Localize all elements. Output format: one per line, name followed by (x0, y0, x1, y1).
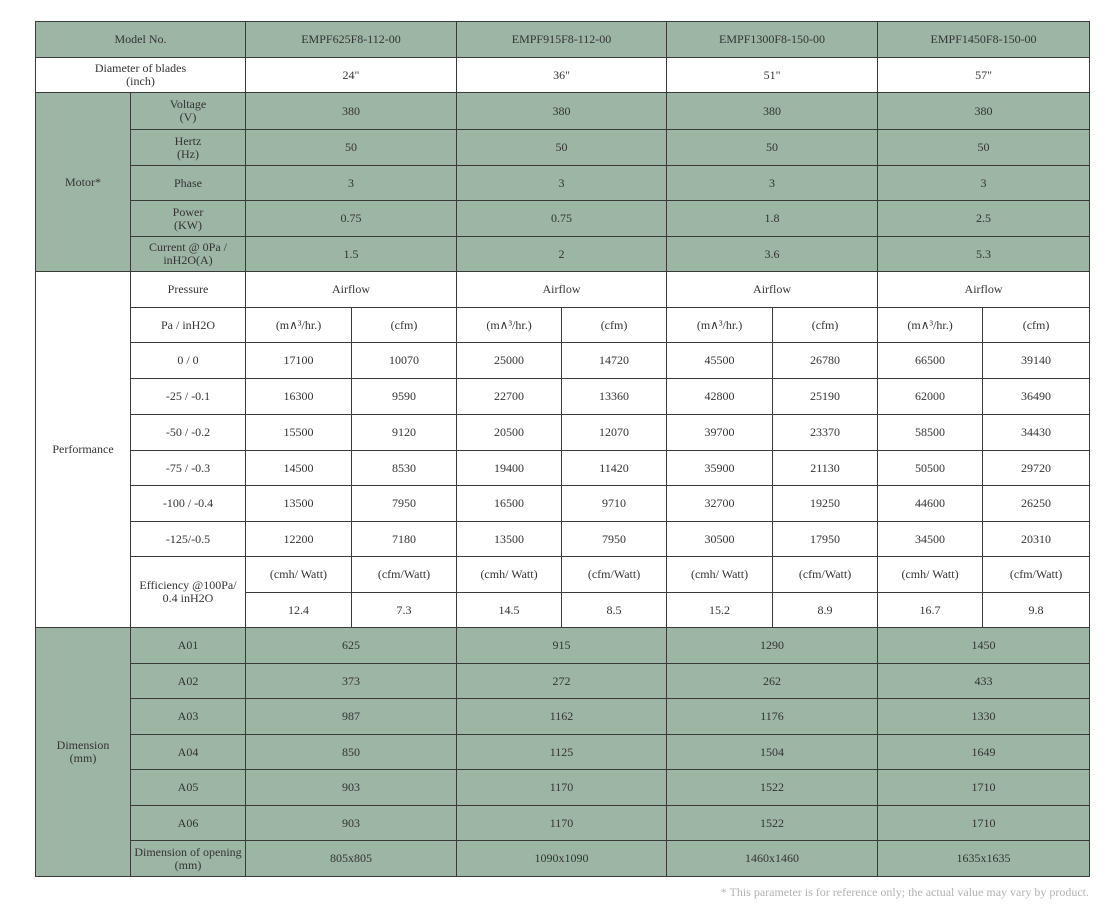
table-row (36, 841, 1090, 877)
airflow-value: 32700 (667, 486, 773, 522)
motor-value: 2.5 (878, 201, 1090, 237)
cell-line: inH2O(A) (163, 253, 213, 267)
motor-value: 50 (878, 130, 1090, 166)
table-row (36, 699, 1090, 735)
dimension-value: 625 (246, 628, 457, 664)
table-row (36, 130, 1090, 166)
airflow-value: 19400 (457, 451, 562, 486)
efficiency-unit-metric: (cmh/ Watt) (667, 557, 773, 593)
airflow-value: 20310 (983, 522, 1090, 557)
pressure-value: -100 / -0.4 (131, 486, 246, 522)
dimension-section-label (36, 628, 131, 877)
dimension-value: 433 (878, 664, 1090, 699)
table-row (36, 664, 1090, 699)
efficiency-value: 8.5 (562, 593, 667, 628)
motor-param-label (131, 201, 246, 237)
pressure-value: -25 / -0.1 (131, 379, 246, 415)
diameter-value: 51" (667, 58, 878, 93)
efficiency-unit-imperial: (cfm/Watt) (562, 557, 667, 593)
unit-imperial: (cfm) (562, 308, 667, 343)
pressure-value: 0 / 0 (131, 343, 246, 379)
airflow-value: 25190 (773, 379, 878, 415)
airflow-value: 42800 (667, 379, 773, 415)
pressure-value: -50 / -0.2 (131, 415, 246, 451)
cell-line: Hertz (174, 133, 202, 148)
airflow-value: 50500 (878, 451, 983, 486)
table-row (36, 22, 1090, 58)
model-name: EMPF1450F8-150-00 (878, 22, 1090, 58)
efficiency-unit-imperial: (cfm/Watt) (773, 557, 878, 593)
efficiency-unit-imperial: (cfm/Watt) (983, 557, 1090, 593)
airflow-label: Airflow (457, 272, 667, 308)
motor-param-label (131, 237, 246, 272)
airflow-value: 7950 (352, 486, 457, 522)
dimension-value: 1162 (457, 699, 667, 735)
dimension-value: 1710 (878, 770, 1090, 806)
table-row (36, 770, 1090, 806)
motor-section-label: Motor* (36, 93, 131, 272)
table-row (36, 735, 1090, 770)
efficiency-value: 7.3 (352, 593, 457, 628)
table-row (36, 628, 1090, 664)
motor-value: 50 (667, 130, 878, 166)
airflow-label: Airflow (246, 272, 457, 308)
dimension-value: 1125 (457, 735, 667, 770)
unit-imperial: (cfm) (773, 308, 878, 343)
airflow-value: 9120 (352, 415, 457, 451)
motor-value: 0.75 (246, 201, 457, 237)
table-row (36, 272, 1090, 308)
airflow-label: Airflow (878, 272, 1090, 308)
pressure-label: Pressure (131, 272, 246, 308)
diameter-value: 57" (878, 58, 1090, 93)
airflow-value: 13500 (246, 486, 352, 522)
table-row (36, 522, 1090, 557)
unit-metric: (m∧³/hr.) (667, 308, 773, 343)
dimension-value: 1710 (878, 806, 1090, 841)
table-row (36, 201, 1090, 237)
table-row (36, 308, 1090, 343)
model-name: EMPF915F8-112-00 (457, 22, 667, 58)
airflow-value: 39700 (667, 415, 773, 451)
efficiency-value: 8.9 (773, 593, 878, 628)
airflow-value: 9590 (352, 379, 457, 415)
airflow-value: 26780 (773, 343, 878, 379)
unit-metric: (m∧³/hr.) (457, 308, 562, 343)
motor-value: 3 (878, 166, 1090, 201)
efficiency-unit-metric: (cmh/ Watt) (878, 557, 983, 593)
airflow-value: 13500 (457, 522, 562, 557)
dimension-value: 903 (246, 770, 457, 806)
diameter-value: 24" (246, 58, 457, 93)
cell-line: Power (172, 204, 204, 219)
airflow-value: 45500 (667, 343, 773, 379)
airflow-value: 9710 (562, 486, 667, 522)
dimension-param-label: A05 (131, 770, 246, 806)
dimension-value: 1170 (457, 806, 667, 841)
table-row (36, 93, 1090, 130)
airflow-value: 25000 (457, 343, 562, 379)
airflow-value: 8530 (352, 451, 457, 486)
pressure-value: -125/-0.5 (131, 522, 246, 557)
airflow-value: 39140 (983, 343, 1090, 379)
airflow-value: 16500 (457, 486, 562, 522)
dimension-param-label (131, 841, 246, 877)
airflow-value: 62000 (878, 379, 983, 415)
dimension-value: 1450 (878, 628, 1090, 664)
motor-value: 3 (457, 166, 667, 201)
airflow-value: 29720 (983, 451, 1090, 486)
dimension-value: 1460x1460 (667, 841, 878, 877)
motor-value: 3 (246, 166, 457, 201)
airflow-value: 14500 (246, 451, 352, 486)
airflow-value: 23370 (773, 415, 878, 451)
airflow-value: 12200 (246, 522, 352, 557)
dimension-value: 1522 (667, 770, 878, 806)
motor-value: 50 (246, 130, 457, 166)
motor-param-label: Phase (131, 166, 246, 201)
cell-line: Efficiency @100Pa/ (139, 578, 237, 592)
airflow-value: 12070 (562, 415, 667, 451)
airflow-value: 35900 (667, 451, 773, 486)
cell-line: Dimension (56, 738, 110, 752)
dimension-value: 805x805 (246, 841, 457, 877)
table-row (36, 237, 1090, 272)
performance-section-label: Performance (36, 272, 131, 628)
airflow-value: 14720 (562, 343, 667, 379)
airflow-value: 19250 (773, 486, 878, 522)
dimension-param-label: A03 (131, 699, 246, 735)
cell-line: Current @ 0Pa / (148, 240, 228, 254)
dimension-value: 1649 (878, 735, 1090, 770)
efficiency-value: 12.4 (246, 593, 352, 628)
cell-line: 0.4 inH2O (162, 591, 214, 605)
pressure-unit-label: Pa / inH2O (131, 308, 246, 343)
motor-value: 1.8 (667, 201, 878, 237)
cell-line: (V) (179, 110, 197, 124)
airflow-value: 11420 (562, 451, 667, 486)
dimension-param-label: A06 (131, 806, 246, 841)
airflow-value: 10070 (352, 343, 457, 379)
motor-value: 1.5 (246, 237, 457, 272)
cell-line: (mm) (174, 857, 202, 872)
pressure-value: -75 / -0.3 (131, 451, 246, 486)
motor-value: 3 (667, 166, 878, 201)
table-row (36, 166, 1090, 201)
dimension-value: 903 (246, 806, 457, 841)
airflow-value: 36490 (983, 379, 1090, 415)
airflow-value: 34430 (983, 415, 1090, 451)
cell-line: (Hz) (177, 146, 199, 161)
footnote: * This parameter is for reference only; the actual value may vary by product. (720, 885, 1089, 899)
dimension-param-label: A01 (131, 628, 246, 664)
dimension-param-label: A02 (131, 664, 246, 699)
airflow-value: 26250 (983, 486, 1090, 522)
model-name: EMPF625F8-112-00 (246, 22, 457, 58)
spec-table (35, 21, 1090, 877)
efficiency-unit-imperial: (cfm/Watt) (352, 557, 457, 593)
efficiency-value: 15.2 (667, 593, 773, 628)
motor-value: 380 (246, 93, 457, 130)
airflow-value: 17950 (773, 522, 878, 557)
airflow-value: 30500 (667, 522, 773, 557)
efficiency-unit-metric: (cmh/ Watt) (457, 557, 562, 593)
motor-value: 380 (457, 93, 667, 130)
airflow-value: 20500 (457, 415, 562, 451)
efficiency-value: 14.5 (457, 593, 562, 628)
diameter-label (36, 58, 246, 93)
dimension-value: 1522 (667, 806, 878, 841)
airflow-value: 13360 (562, 379, 667, 415)
airflow-value: 21130 (773, 451, 878, 486)
unit-metric: (m∧³/hr.) (246, 308, 352, 343)
unit-imperial: (cfm) (352, 308, 457, 343)
dimension-value: 1330 (878, 699, 1090, 735)
cell-line: Voltage (169, 97, 207, 111)
dimension-value: 850 (246, 735, 457, 770)
unit-metric: (m∧³/hr.) (878, 308, 983, 343)
table-row (36, 806, 1090, 841)
cell-line: (inch) (126, 74, 155, 88)
model-name: EMPF1300F8-150-00 (667, 22, 878, 58)
efficiency-unit-metric: (cmh/ Watt) (246, 557, 352, 593)
unit-imperial: (cfm) (983, 308, 1090, 343)
motor-value: 5.3 (878, 237, 1090, 272)
table-row (36, 486, 1090, 522)
motor-param-label (131, 130, 246, 166)
dimension-value: 272 (457, 664, 667, 699)
table-row (36, 415, 1090, 451)
airflow-value: 66500 (878, 343, 983, 379)
dimension-value: 1290 (667, 628, 878, 664)
airflow-value: 58500 (878, 415, 983, 451)
airflow-value: 15500 (246, 415, 352, 451)
airflow-value: 7180 (352, 522, 457, 557)
airflow-value: 22700 (457, 379, 562, 415)
cell-line: Diameter of blades (94, 61, 187, 75)
airflow-label: Airflow (667, 272, 878, 308)
model-label: Model No. (36, 22, 246, 58)
motor-value: 2 (457, 237, 667, 272)
efficiency-value: 16.7 (878, 593, 983, 628)
table-row (36, 557, 1090, 593)
airflow-value: 16300 (246, 379, 352, 415)
table-row (36, 58, 1090, 93)
dimension-value: 262 (667, 664, 878, 699)
motor-value: 380 (667, 93, 878, 130)
dimension-value: 987 (246, 699, 457, 735)
diameter-value: 36" (457, 58, 667, 93)
airflow-value: 44600 (878, 486, 983, 522)
cell-line: (mm) (69, 751, 97, 765)
cell-line: Dimension of opening (134, 844, 242, 859)
dimension-param-label: A04 (131, 735, 246, 770)
motor-value: 50 (457, 130, 667, 166)
airflow-value: 17100 (246, 343, 352, 379)
motor-value: 0.75 (457, 201, 667, 237)
motor-param-label (131, 93, 246, 130)
dimension-value: 1635x1635 (878, 841, 1090, 877)
table-row (36, 451, 1090, 486)
table-row (36, 379, 1090, 415)
table-row (36, 343, 1090, 379)
dimension-value: 1090x1090 (457, 841, 667, 877)
cell-line: (KW) (174, 217, 202, 232)
dimension-value: 1504 (667, 735, 878, 770)
efficiency-label (131, 557, 246, 628)
dimension-value: 1176 (667, 699, 878, 735)
efficiency-value: 9.8 (983, 593, 1090, 628)
motor-value: 3.6 (667, 237, 878, 272)
dimension-value: 373 (246, 664, 457, 699)
dimension-value: 915 (457, 628, 667, 664)
airflow-value: 34500 (878, 522, 983, 557)
dimension-value: 1170 (457, 770, 667, 806)
airflow-value: 7950 (562, 522, 667, 557)
motor-value: 380 (878, 93, 1090, 130)
